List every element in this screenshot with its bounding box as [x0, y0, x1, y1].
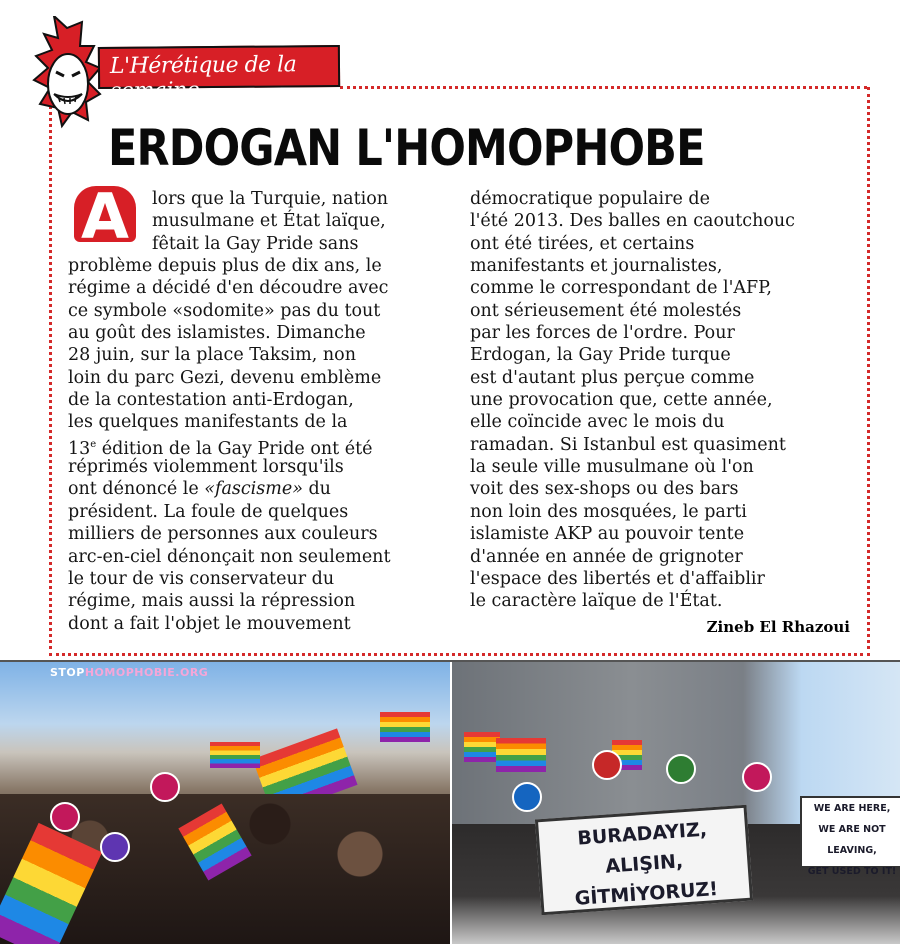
text-line: la seule ville musulmane où l'on	[470, 457, 754, 478]
author-signature: Zineb El Rhazoui	[706, 618, 850, 636]
text-line: elle coïncide avec le mois du	[470, 412, 725, 433]
text-line: comme le correspondant de l'AFP,	[470, 278, 772, 299]
protest-sign	[50, 802, 80, 832]
text-line: l'été 2013. Des balles en caoutchouc	[470, 211, 795, 232]
rainbow-flag	[380, 712, 430, 742]
text-line: ce symbole «sodomite» pas du tout	[68, 300, 381, 321]
banner-line: BURADAYIZ,	[576, 818, 708, 850]
text-line: manifestants et journalistes,	[470, 256, 723, 277]
quote-italic: «fascisme»	[204, 479, 303, 500]
rainbow-flag	[464, 732, 500, 762]
protest-sign	[666, 754, 696, 784]
section-banner	[98, 45, 340, 104]
banner-line: GİTMİYORUZ!	[574, 877, 719, 910]
protest-sign	[742, 762, 772, 792]
text-fragment: ont dénoncé le	[68, 479, 205, 500]
article-column-right	[470, 188, 795, 613]
devil-logo-icon	[32, 16, 102, 136]
dotted-frame-top	[340, 86, 867, 89]
text-line: ramadan. Si Istanbul est quasiment	[470, 434, 786, 455]
text-line: est d'autant plus perçue comme	[470, 367, 755, 388]
text-line: par les forces de l'ordre. Pour	[470, 323, 735, 344]
text-line: non loin des mosquées, le parti	[470, 501, 747, 522]
text-line: Erdogan, la Gay Pride turque	[470, 345, 731, 366]
banner-english	[800, 796, 900, 877]
text-line: loin du parc Gezi, devenu emblème	[68, 367, 382, 388]
section-label: L'Hérétique de la semaine	[109, 52, 297, 104]
text-line: arc-en-ciel dénonçait non seulement	[68, 546, 391, 567]
text-line: président. La foule de quelques	[68, 501, 349, 522]
text-line: problème depuis plus de dix ans, le	[68, 256, 382, 277]
watermark-b: HOMOPHOBIE.ORG	[84, 666, 209, 679]
text-line: ont été tirées, et certains	[470, 233, 695, 254]
ordinal: 13	[68, 438, 91, 459]
text-line: voit des sex-shops ou des bars	[470, 479, 739, 500]
text-line: 28 juin, sur la place Taksim, non	[68, 345, 356, 366]
ordinal-sup: e	[90, 438, 97, 450]
watermark	[50, 666, 208, 679]
protest-sign	[512, 782, 542, 812]
photo-pride-crowd	[0, 662, 450, 944]
text-line: d'année en année de grignoter	[470, 546, 743, 567]
text-line: musulmane et État laïque,	[152, 211, 386, 232]
protest-sign	[592, 750, 622, 780]
text-line: au goût des islamistes. Dimanche	[68, 323, 366, 344]
text-line: de la contestation anti-Erdogan,	[68, 390, 354, 411]
protest-sign	[100, 832, 130, 862]
text-line: lors que la Turquie, nation	[152, 189, 389, 209]
text-line: l'espace des libertés et d'affaiblir	[470, 568, 765, 589]
headline: ERDOGAN L'HOMOPHOBE	[108, 119, 705, 177]
text-fragment: du	[302, 479, 331, 500]
banner-line: WE ARE HERE,	[813, 803, 891, 814]
rainbow-flag	[210, 742, 260, 768]
text-line: islamiste AKP au pouvoir tente	[470, 524, 745, 545]
text-line: dont a fait l'objet le mouvement	[68, 613, 351, 634]
text-line: régime a décidé d'en découdre avec	[68, 278, 389, 299]
text-line: régime, mais aussi la répression	[68, 591, 356, 612]
text-line: réprimés violemment lorsqu'ils	[68, 457, 344, 478]
protest-sign	[150, 772, 180, 802]
text-line: fêtait la Gay Pride sans	[152, 233, 359, 254]
text-line	[68, 434, 391, 459]
watermark-a: STOP	[50, 666, 85, 679]
text-line: milliers de personnes aux couleurs	[68, 524, 378, 545]
text-line: le tour de vis conservateur du	[68, 568, 335, 589]
text-line: une provocation que, cette année,	[470, 390, 773, 411]
banner-line: GET USED TO IT!	[807, 866, 897, 877]
rainbow-flag	[496, 738, 546, 772]
text-line: les quelques manifestants de la	[68, 412, 348, 433]
text-line: ont sérieusement été molestés	[470, 300, 742, 321]
photo-pride-banners	[452, 662, 900, 944]
drop-cap: A	[74, 186, 136, 242]
text-fragment: édition de la Gay Pride ont été	[96, 438, 373, 459]
text-line: démocratique populaire de	[470, 189, 710, 209]
banner-line: ALIŞIN,	[604, 850, 684, 878]
banner-line: WE ARE NOT LEAVING,	[818, 824, 886, 856]
text-line	[68, 478, 391, 500]
banner-turkish	[535, 805, 753, 916]
article-column-left	[68, 188, 391, 635]
text-line: le caractère laïque de l'État.	[470, 591, 723, 612]
